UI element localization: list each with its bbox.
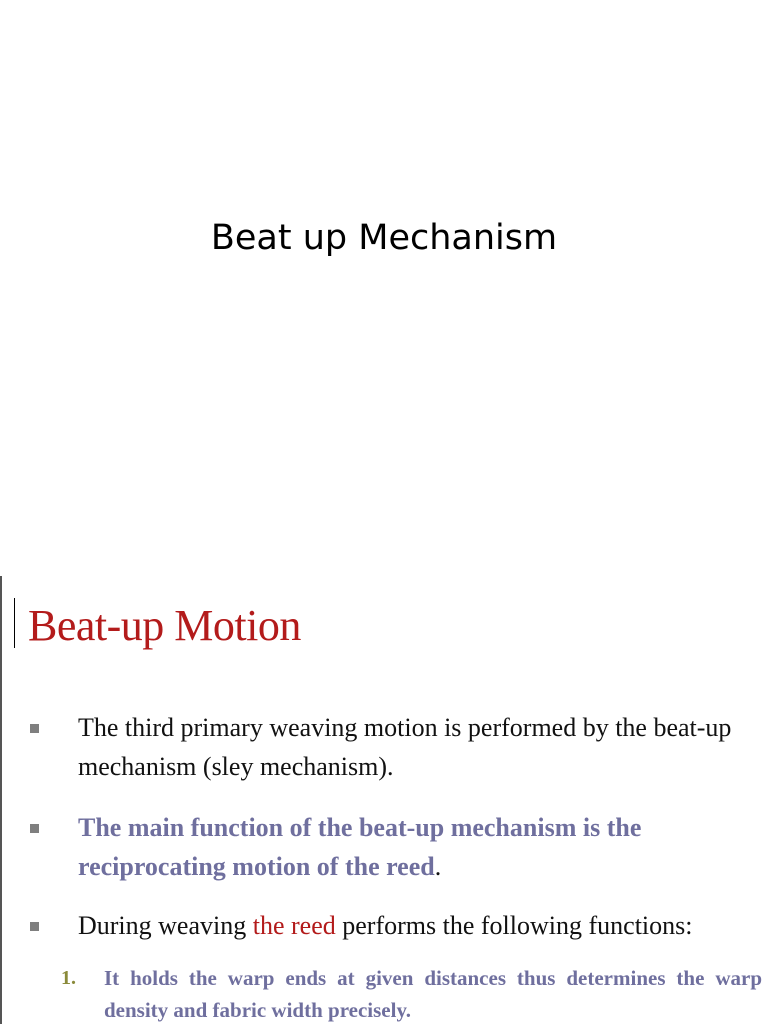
square-bullet-icon <box>30 724 39 733</box>
slide-heading: Beat-up Motion <box>28 601 301 650</box>
slide-left-border <box>0 576 2 1024</box>
list-item-text: It holds the warp ends at given distances thus determines the warp density and fabric width precisely. <box>104 966 762 1022</box>
bullet-text-2-end: . <box>434 852 442 881</box>
list-number: 1. <box>61 967 76 989</box>
slide-title: Beat up Mechanism <box>210 218 558 258</box>
square-bullet-icon <box>30 824 39 833</box>
bullet-text-1: The third primary weaving motion is performed by the beat-up mechanism (sley mechanism). <box>78 713 732 781</box>
content-slide <box>0 576 768 1024</box>
emphasis-text: The main function of the beat-up mechanism is the reciprocating motion of the reed <box>78 813 642 881</box>
highlight-text: the reed <box>252 911 336 940</box>
bullet-text-3 <box>78 906 762 945</box>
title-accent-rule <box>14 598 15 648</box>
bullet-text-3-post: performs the following functions: <box>335 911 693 940</box>
bullet-text-3-pre: During weaving <box>78 911 253 940</box>
square-bullet-icon <box>30 922 39 931</box>
bullet-text-2 <box>78 808 762 886</box>
